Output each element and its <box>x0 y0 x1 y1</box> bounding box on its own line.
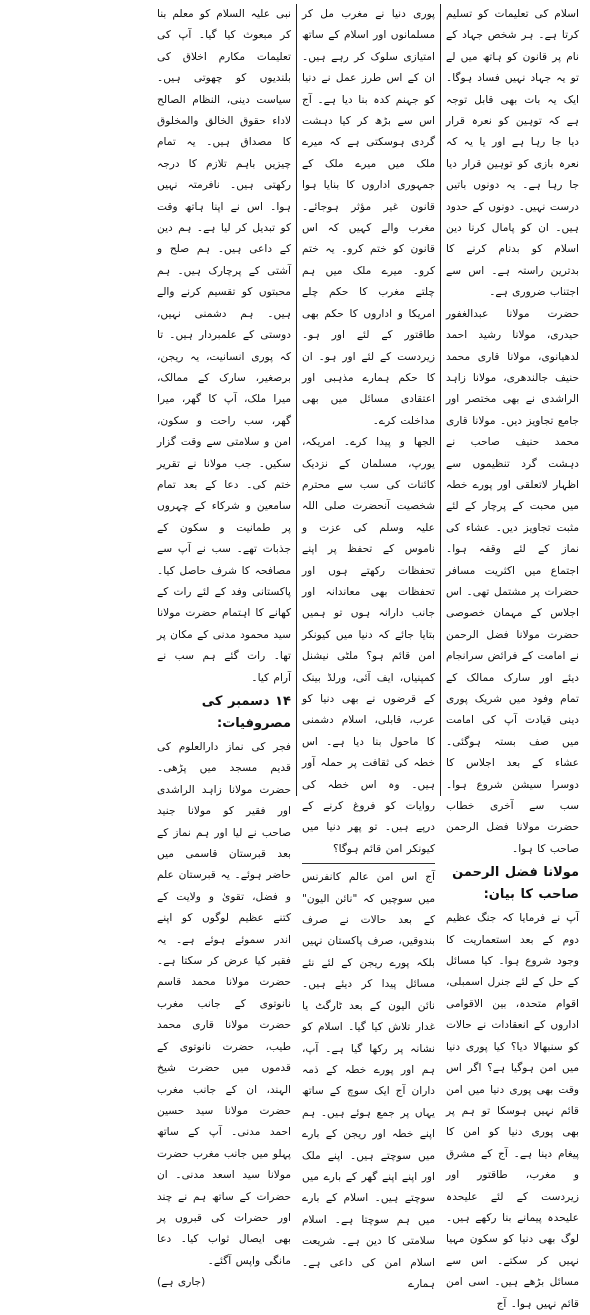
paragraph: الجھا و پیدا کرے۔ امریکہ، یورپ، مسلمان کے نزدیک کائنات کی سب سے محترم شخصیت آنحضرت صلی اللہ علیہ وسلم کی عزت و ناموس کے تحفظ پر اپنے تحفظات رکھتے ہوں اور تحفظات بھی معاندانہ اور جانب دارانہ ہوں تو ہمیں بتایا جائے کہ دنیا میں کیونکر امن قائم ہو؟ ملٹی نیشنل کمپنیاں، ایف آئی، ورلڈ بینک کے قرضوں نے بھی دنیا کو عرب، قابلی، اسلام دشمنی کا ماحول بنا دیا ہے۔ اس خطہ کی ثقافت پر حملہ آور ہیں۔ وہ اس خطہ کی روایات کو فروغ کرنے کے درپے ہیں۔ تو پھر دنیا میں کیونکر امن قائم ہوگا؟ <box>302 436 435 855</box>
continued-note: (جاری ہے) <box>157 1276 206 1289</box>
column-center-right <box>296 4 440 1290</box>
paragraph: نبی علیہ السلام کو معلم بنا کر مبعوث کیا گیا۔ آپ کی تعلیمات مکارم اخلاق کی بلندیوں کو چھوتی ہیں۔ سیاست دینی، النظام الصالح لاداء حقوق الخالق والمخلوق کا مصداق ہیں۔ یہ تمام چیزیں باہم تلازم کا درجہ رکھتی ہیں۔ نافرمتہ نہیں ہوا۔ اس نے اپنا ہاتھ وقت کو تبدیل کر لیا ہے۔ ہم دین کے داعی ہیں۔ ہم صلح و آشتی کے پرچارک ہیں۔ ہم محبتوں کو تقسیم کرنے والے ہیں۔ ہم دشمنی نہیں، دوستی کے علمبردار ہیں۔ تا کہ پوری انسانیت، یہ ریجن، برصغیر، سارک کے ممالک، میرا ملک، آپ کا گھر، میرا گھر، سب راحت و سکون، امن و سلامتی سے وقت گزار سکیں۔ جب مولانا نے تقریر ختم کی۔ دعا کے بعد تمام سامعین و شرکاء کے چہروں پر طمانیت و سکون کے جذبات تھے۔ سب نے آپ سے مصافحہ کا شرف حاصل کیا۔ پاکستانی وفد کے لئے رات کے کھانے کا اہتمام حضرت مولانا سید محمود مدنی کے مکان پر تھا۔ رات گئے ہم سب نے آرام کیا۔ <box>157 8 291 684</box>
paragraph: فجر کی نماز دارالعلوم کی قدیم مسجد میں پڑھی۔ حضرت مولانا زاہد الراشدی اور فقیر کو مولانا جنید صاحب نے لیا اور ہم نماز کے بعد قبرستان قاسمی میں حاضر ہوئے۔ یہ قبرستان علم و فضل، تقویٰ و ولایت کے کتنے عظیم لوگوں کو اپنے اندر سموئے ہوئے ہے۔ یہ فقیر کیا عرض کر سکتا ہے۔ حضرت مولانا محمد قاسم نانوتوی کے جانب مغرب حضرت مولانا قاری محمد طیب، حضرت نانوتوی کے قدموں میں حضرت شیخ الہند، ان کے جانب مغرب حضرت مولانا سید حسین احمد مدنی۔ آپ کے ساتھ پہلو میں جانب مغرب حضرت مولانا سید اسعد مدنی۔ ان حضرات کے ساتھ ہم نے چند اور حضرات کی قبروں پر بھی ایصال ثواب کیا۔ دعا مانگی واپس آگئے۔ <box>157 741 291 1267</box>
paragraph: آج اس امن عالم کانفرنس میں سوچیں کہ "نائن الیون" کے بعد حالات نے صرف بندوقیں، صرف پاکستان نہیں بلکہ پورے ریجن کے لئے نئے مسائل پیدا کر دیئے ہیں۔ نائن الیون کے بعد ٹارگٹ یا غدار تلاش کیا گیا۔ اسلام کو نشانہ پر رکھا گیا ہے۔ آپ، ہم اور پورے خطہ کے ذمہ داران آج ایک سوچ کے ساتھ یہاں پر جمع ہوئے ہیں۔ ہم اپنے خطہ اور ریجن کے بارے میں سوچتے ہیں۔ اپنے ملک اور اپنے اپنے گھر کے بارے میں سوچتے ہیں۔ اسلام کے بارے میں ہم سوچتا ہے۔ اسلام سلامتی کا دین ہے۔ شریعت اسلام امن کی داعی ہے۔ ہمارے <box>302 871 435 1290</box>
section-heading: مولانا فضل الرحمن صاحب کا بیان: <box>452 865 579 903</box>
section-heading: ۱۴ دسمبر کی مصروفیات: <box>201 694 291 731</box>
paragraph: حضرت مولانا عبدالغفور حیدری، مولانا رشید احمد لدھیانوی، مولانا قاری محمد حنیف جالندھری، مولانا زاہد الراشدی نے بھی مختصر اور جامع تجاویز دیں۔ مولانا قاری محمد حنیف صاحب نے دہشت گرد تنظیموں سے اظہار لاتعلقی اور پورے خطہ میں محبت کے پرچار کے لئے مثبت تجاویز دیں۔ عشاء کی نماز کے لئے وقفہ ہوا۔ اجتماع میں اکثریت مسافر حضرات پر مشتمل تھی۔ اس اجلاس کے مہمان خصوصی حضرت مولانا فضل الرحمن نے امامت کے فرائض سرانجام دیئے اور سارک ممالک کے تمام وفود میں شریک پوری دینی قیادت آپ کی امامت میں صف بستہ ہوگئی۔ عشاء کے بعد اجلاس کا دوسرا سیشن شروع ہوا۔ سب سے آخری خطاب حضرت مولانا فضل الرحمن صاحب کا ہوا۔ <box>446 307 579 855</box>
paragraph: پوری دنیا نے مغرب مل کر مسلمانوں اور اسلام کے ساتھ امتیازی سلوک کر رہے ہیں۔ ان کے اس طرز عمل نے دنیا کو جہنم کدہ بنا دیا ہے۔ آج اس سے بڑھ کر کیا دہشت گردی ہوسکتی ہے کہ میرے ملک میں میرے ملک کے جمہوری اداروں کا بنایا ہوا قانون غیر مؤثر ہوجائے۔ مغرب والے کہیں کہ اس قانون کو ختم کرو۔ یہ ختم کرو۔ میرے ملک میں ہم چلتے مغرب کا حکم چلے امریکا و اداروں کا حکم بھی طاقتور کے لئے اور ہو۔ زیردست کے لئے اور ہو۔ ان کا حکم ہمارے مذہبی اور اعتقادی مسائل میں بھی مداخلت کرے۔ <box>302 8 435 427</box>
paragraph: آپ نے فرمایا کہ جنگ عظیم دوم کے بعد استعماریت کا وجود شروع ہوا۔ کیا مسائل کے حل کے لئے جنرل اسمبلی، اقوام متحدہ، بین الاقوامی اداروں کے انعقادات نے حالات کو سنبھالا دیا؟ کیا پوری دنیا میں امن ہوگیا ہے؟ اگر اس وقت بھی پوری دنیا میں امن قائم نہیں ہوسکا تو ہم پر بھی پوری دنیا کو امن کا پیغام دینا ہے۔ آج کے مشرق و مغرب، طاقتور اور زیردست کے لئے علیحدہ علیحدہ پیمانے بنا رکھے ہیں۔ لوگ بھی دنیا کو سکون مہیا نہیں کر سکتے۔ اس سے مسائل بڑھے ہیں۔ اسی امن قائم نہیں ہوا۔ آج <box>446 912 579 1310</box>
paragraph: اسلام کی تعلیمات کو تسلیم کرتا ہے۔ ہر شخص جہاد کے نام پر قانون کو ہاتھ میں لے تو یہ جہاد نہیں فساد ہوگا۔ ایک یہ بات بھی قابل توجہ ہے کہ توہین کو نعرہ قرار دیا جا رہا ہے اور یا یہ کہ نعرہ بازی کو توہین قرار دیا جا رہا ہے۔ یہ دونوں باتیں درست نہیں۔ دونوں کے حدود ہیں۔ ان کو پامال کرنا دین اسلام کو بدنام کرنے کا بدترین راستہ ہے۔ اس سے اجتناب ضروری ہے۔ <box>446 8 579 299</box>
column-center-left <box>152 4 296 1289</box>
section-divider <box>302 863 435 864</box>
column-right <box>440 4 584 1310</box>
newspaper-page <box>6 4 584 1310</box>
